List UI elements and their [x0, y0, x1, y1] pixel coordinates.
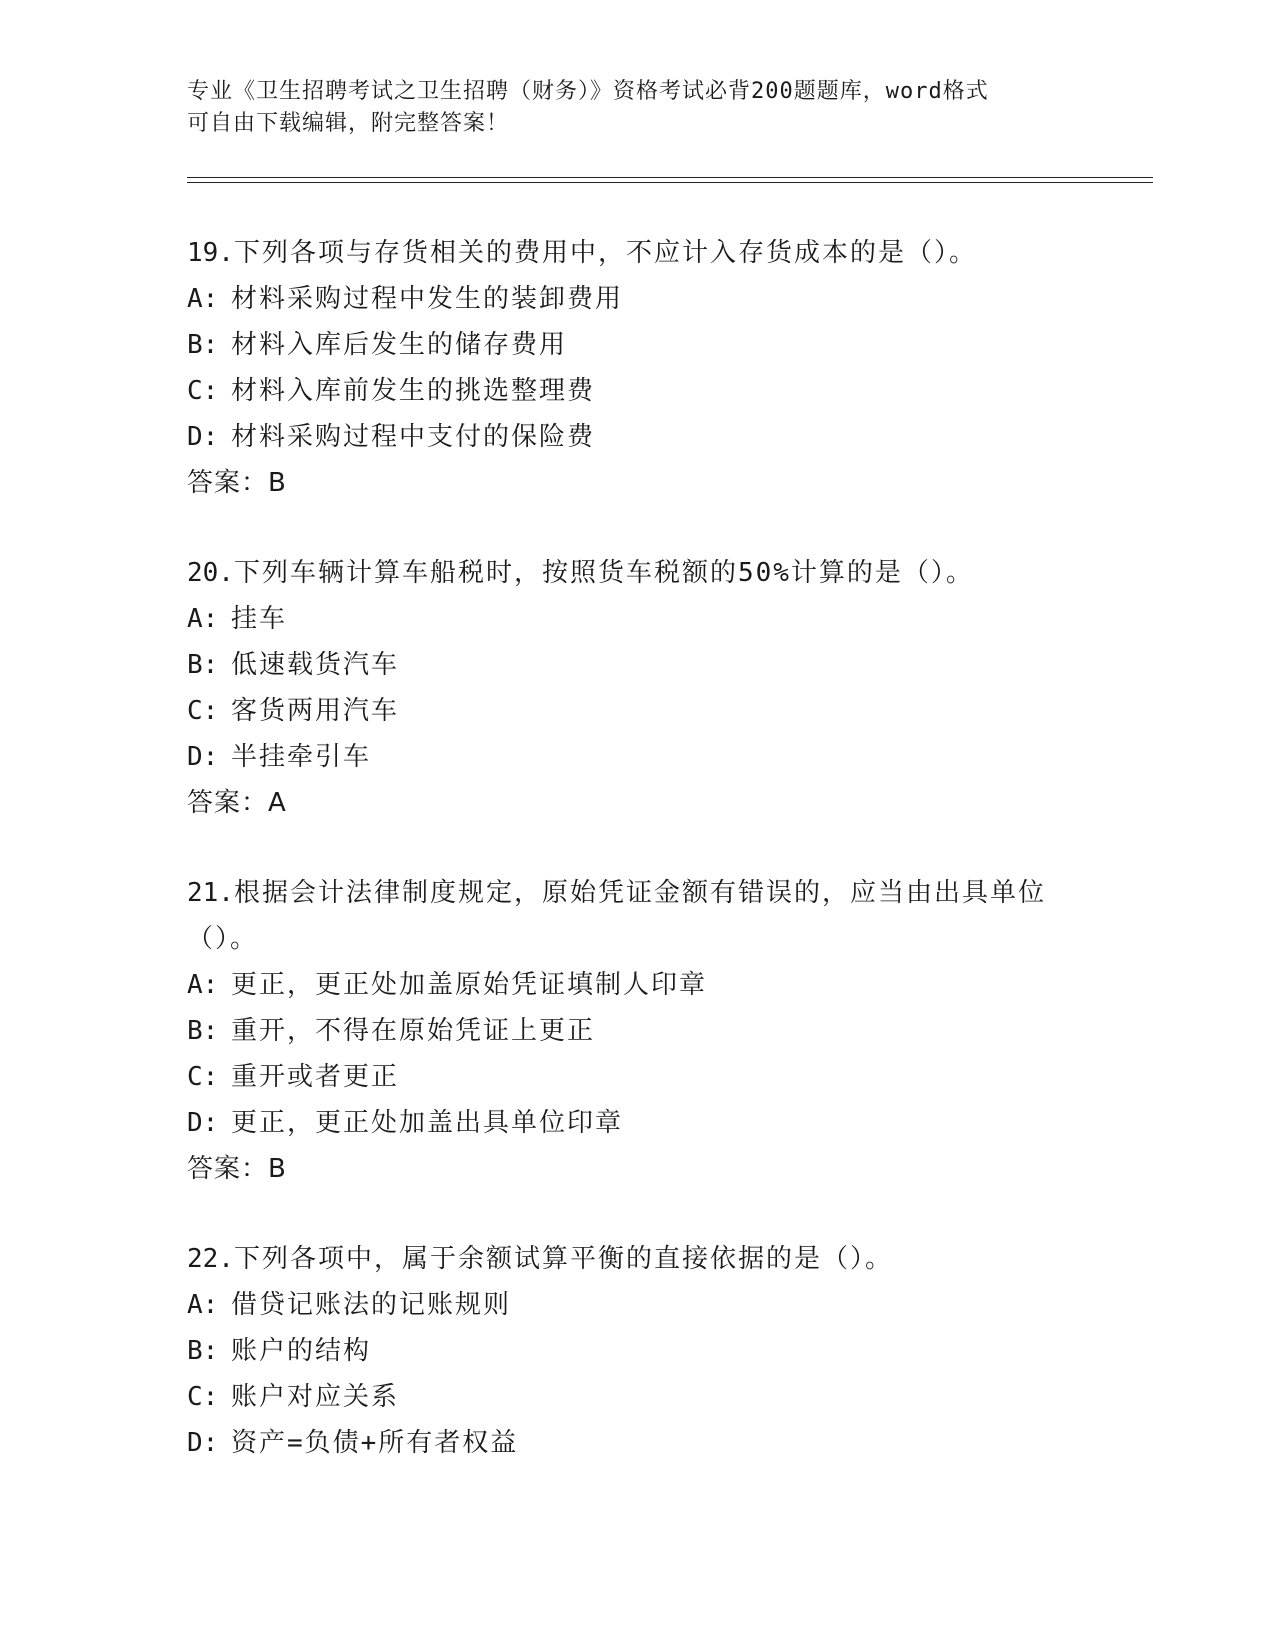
- option-text: 低速载货汽车: [231, 650, 400, 680]
- option-key: D:: [187, 742, 219, 772]
- option-d: [187, 1100, 1107, 1146]
- question-stem: [187, 1236, 1107, 1282]
- option-a: [187, 962, 1107, 1008]
- option-text: 资产=负债+所有者权益: [231, 1428, 519, 1458]
- question-spacer: [187, 506, 1107, 550]
- option-key: B:: [187, 1016, 219, 1046]
- option-text: 材料采购过程中发生的装卸费用: [231, 284, 624, 314]
- option-key: B:: [187, 1336, 219, 1366]
- option-c: [187, 1054, 1107, 1100]
- document-header: [187, 76, 1087, 140]
- question-text: 下列各项与存货相关的费用中，不应计入存货成本的是（）。: [233, 238, 977, 268]
- header-divider-bottom: [187, 182, 1153, 183]
- option-text: 挂车: [231, 604, 288, 634]
- header-divider-top: [187, 177, 1153, 178]
- option-text: 客货两用汽车: [231, 696, 400, 726]
- option-d: [187, 414, 1107, 460]
- option-b: [187, 1328, 1107, 1374]
- option-c: [187, 688, 1107, 734]
- question-stem: [187, 870, 1107, 962]
- option-text: 借贷记账法的记账规则: [231, 1290, 512, 1320]
- option-d: [187, 734, 1107, 780]
- option-a: [187, 1282, 1107, 1328]
- option-a: [187, 276, 1107, 322]
- option-key: A:: [187, 284, 219, 314]
- question-number: 19.: [187, 238, 234, 268]
- answer-line: 答案：A: [187, 788, 287, 818]
- option-text: 材料入库后发生的储存费用: [231, 330, 568, 360]
- question-number: 20.: [187, 558, 234, 588]
- option-text: 材料入库前发生的挑选整理费: [231, 376, 596, 406]
- option-key: D:: [187, 1108, 219, 1138]
- option-key: B:: [187, 650, 219, 680]
- option-text: 半挂牵引车: [231, 742, 372, 772]
- option-c: [187, 1374, 1107, 1420]
- option-text: 重开，不得在原始凭证上更正: [231, 1016, 596, 1046]
- header-line-1: 专业《卫生招聘考试之卫生招聘（财务）》资格考试必背200题题库，word格式: [187, 79, 989, 104]
- option-key: C:: [187, 1062, 219, 1092]
- option-text: 更正，更正处加盖原始凭证填制人印章: [231, 970, 708, 1000]
- option-key: D:: [187, 422, 219, 452]
- question-stem: [187, 230, 1107, 276]
- answer-line: 答案：B: [187, 468, 287, 498]
- option-a: [187, 596, 1107, 642]
- option-key: D:: [187, 1428, 219, 1458]
- question-stem: [187, 550, 1107, 596]
- option-key: C:: [187, 696, 219, 726]
- question-spacer: [187, 826, 1107, 870]
- option-text: 更正，更正处加盖出具单位印章: [231, 1108, 624, 1138]
- option-key: B:: [187, 330, 219, 360]
- question-22: [187, 1236, 1107, 1466]
- option-key: C:: [187, 1382, 219, 1412]
- question-number: 21.: [187, 878, 234, 908]
- question-20: [187, 550, 1107, 826]
- option-key: C:: [187, 376, 219, 406]
- option-key: A:: [187, 604, 219, 634]
- option-key: A:: [187, 1290, 219, 1320]
- option-d: [187, 1420, 1107, 1466]
- option-b: [187, 642, 1107, 688]
- header-line-2: 可自由下载编辑，附完整答案！: [187, 111, 510, 136]
- option-key: A:: [187, 970, 219, 1000]
- question-text: 根据会计法律制度规定，原始凭证金额有错误的，应当由出具单位（）。: [187, 878, 1046, 954]
- question-spacer: [187, 1192, 1107, 1236]
- option-text: 材料采购过程中支付的保险费: [231, 422, 596, 452]
- question-text: 下列各项中，属于余额试算平衡的直接依据的是（）。: [233, 1244, 893, 1274]
- option-text: 重开或者更正: [231, 1062, 400, 1092]
- option-text: 账户的结构: [231, 1336, 372, 1366]
- answer-line: 答案：B: [187, 1154, 287, 1184]
- question-list: [187, 230, 1107, 1466]
- question-21: [187, 870, 1107, 1192]
- option-c: [187, 368, 1107, 414]
- question-text: 下列车辆计算车船税时，按照货车税额的50%计算的是（）。: [233, 558, 974, 588]
- option-text: 账户对应关系: [231, 1382, 400, 1412]
- option-b: [187, 1008, 1107, 1054]
- question-19: [187, 230, 1107, 506]
- option-b: [187, 322, 1107, 368]
- question-number: 22.: [187, 1244, 234, 1274]
